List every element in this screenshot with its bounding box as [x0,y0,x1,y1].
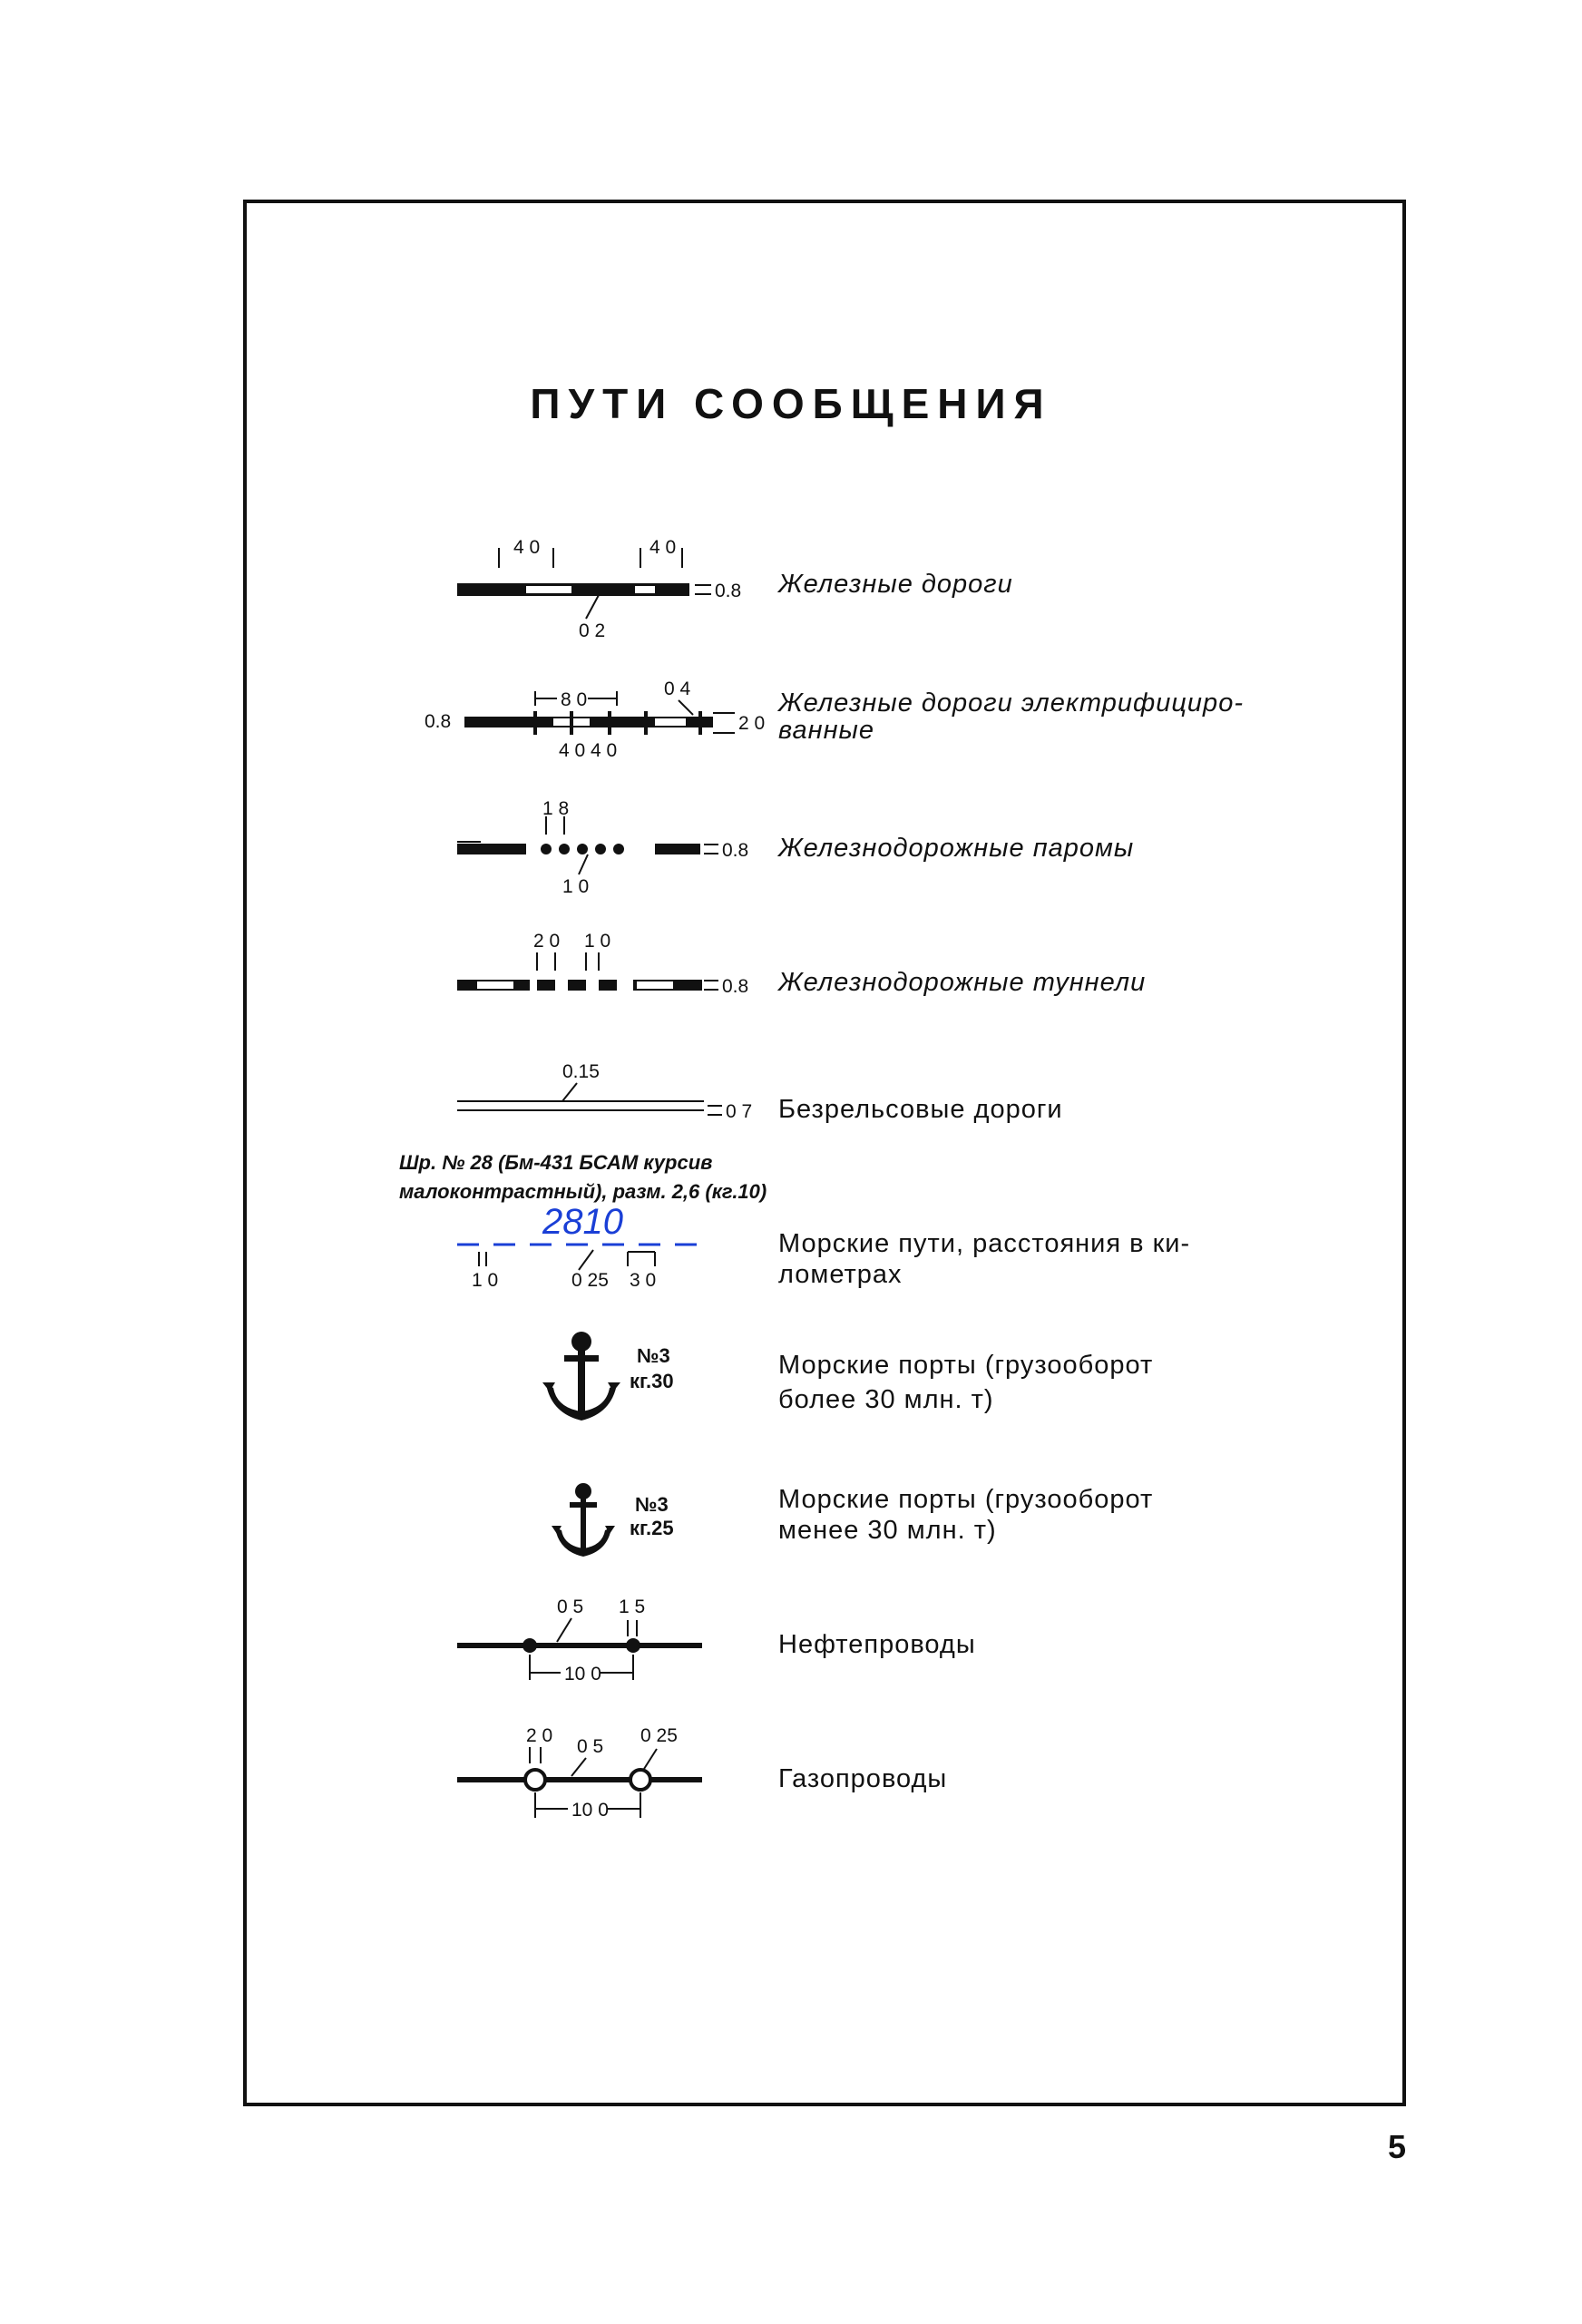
dim-label: 2 0 [526,1725,553,1746]
dim-label: 0.8 [722,840,749,861]
sea-distance-sample: 2810 [542,1202,623,1242]
page-number: 5 [1388,2128,1407,2165]
dim-label: 0 5 [577,1736,604,1757]
dim-label: 0 7 [726,1101,753,1122]
dim-label: 4 0 [649,537,677,558]
dim-label: 4 0 [513,537,541,558]
dim-label: 4 0 4 0 [559,740,618,761]
sea-route-symbol [426,1197,771,1297]
anchor-spec-number: №3 [637,1344,670,1367]
dim-label: 1 8 [542,798,570,819]
page-title: ПУТИ СООБЩЕНИЯ [530,380,1052,427]
dim-label: 0.8 [715,581,742,601]
trackless-road-symbol [426,1052,771,1143]
dim-label: 0 4 [664,679,691,699]
anchor-spec-size: кг.25 [630,1517,674,1539]
dim-label: 0.8 [425,711,452,732]
legend-label-gas-pipelines: Газопроводы [778,1764,948,1793]
railway-symbol [426,535,771,644]
legend-label-small-ports: Морские порты (грузооборот менее 30 млн. т) [778,1485,1154,1545]
dim-label: 1 0 [562,876,590,897]
electrified-railway-symbol [417,671,780,771]
anchor-spec-size: кг.30 [630,1370,674,1392]
dim-label: 0 25 [571,1270,609,1291]
dim-label: 0 25 [640,1725,678,1746]
legend-label-trackless: Безрельсовые дороги [778,1095,1063,1124]
legend-label-sea-routes: Морские пути, расстояния в ки- лометрах [778,1229,1191,1289]
legend-label-railways: Железные дороги [778,570,1013,599]
dim-label: 0.15 [562,1061,600,1082]
dim-label: 10 0 [571,1800,609,1821]
font-note: Шр. № 28 (Бм-431 БСАМ курсив малоконтрастный), разм. 2,6 (кг.10) [399,1151,767,1203]
anchor-large-icon [542,1330,706,1430]
anchor-small-icon [552,1482,715,1564]
dim-label: 1 0 [472,1270,499,1291]
dim-label: 2 0 [738,713,766,734]
legend-label-oil-pipelines: Нефтепроводы [778,1630,976,1659]
railway-tunnel-symbol [426,916,771,1016]
legend-label-ferries: Железнодорожные паромы [778,834,1135,863]
dim-label: 10 0 [564,1664,601,1684]
dim-label: 3 0 [630,1270,657,1291]
dim-label: 8 0 [561,689,588,710]
dim-label: 0 5 [557,1597,584,1617]
legend-label-tunnels: Железнодорожные туннели [778,968,1147,997]
railway-ferry-symbol [426,789,771,898]
dim-label: 1 0 [584,931,611,952]
dim-label: 2 0 [533,931,561,952]
dim-label: 0 2 [579,620,606,641]
anchor-spec-number: №3 [635,1493,669,1516]
legend-label-electrified: Железные дороги электрифициро- ванные [778,688,1244,745]
legend-label-large-ports: Морские порты (грузооборот более 30 млн. т) [778,1351,1154,1414]
oil-pipeline-symbol [426,1591,771,1691]
gas-pipeline-symbol [426,1720,771,1829]
dim-label: 0.8 [722,976,749,997]
dim-label: 1 5 [619,1597,646,1617]
